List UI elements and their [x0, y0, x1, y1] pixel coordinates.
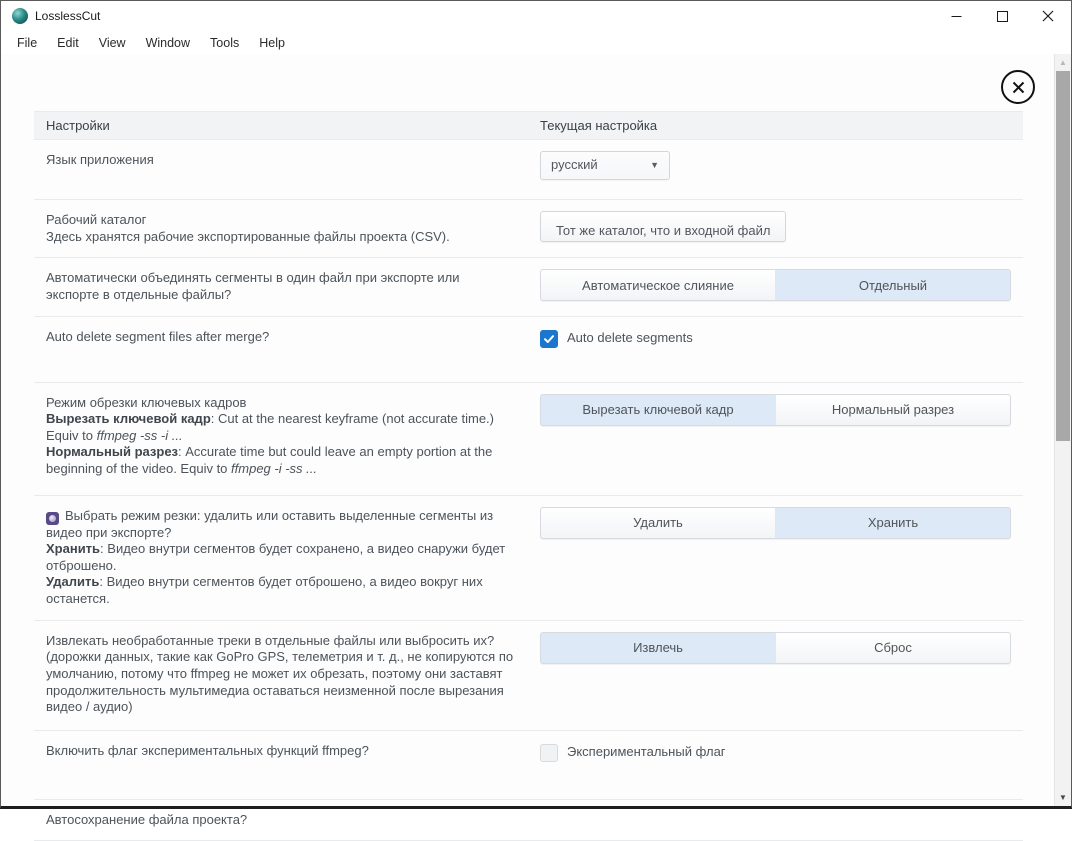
minimize-icon — [951, 11, 962, 22]
menu-bar — [1, 31, 1071, 54]
close-icon — [1042, 10, 1054, 22]
menu-edit[interactable]: Edit — [57, 35, 79, 50]
settings-table — [34, 111, 1023, 841]
title-bar — [1, 1, 1071, 31]
setting-row-experimental-flag — [34, 730, 1023, 799]
cut-mode-icon — [46, 512, 59, 525]
column-header-settings: Настройки — [34, 112, 528, 140]
setting-row-extract-tracks — [34, 620, 1023, 730]
app-icon — [12, 8, 28, 24]
experimental-flag-checkbox[interactable] — [540, 744, 558, 762]
extract-tracks-segmented — [540, 632, 1011, 664]
discard-option[interactable]: Сброс — [775, 632, 1011, 664]
auto-delete-checkbox[interactable] — [540, 330, 558, 348]
experimental-flag-checkbox-label: Экспериментальный флаг — [567, 744, 726, 760]
close-settings-button[interactable] — [1001, 70, 1035, 104]
scrollbar[interactable] — [1054, 54, 1071, 806]
auto-merge-segmented — [540, 269, 1011, 301]
maximize-icon — [997, 11, 1008, 22]
keyframe-cut-segmented — [540, 394, 1011, 426]
setting-label: Язык приложения — [34, 140, 528, 200]
keyframe-cut-option[interactable]: Вырезать ключевой кадр — [540, 394, 775, 426]
setting-row-language — [34, 140, 1023, 200]
setting-label: Извлекать необработанные треки в отдельные файлы или выбросить их? — [46, 632, 495, 648]
setting-label: Auto delete segment files after merge? — [34, 316, 528, 382]
auto-merge-option-separate[interactable]: Отдельный — [775, 269, 1011, 301]
setting-desc-remove: Удалить: Видео внутри сегментов будет отброшено, а видео вокруг них останется. — [46, 574, 483, 606]
setting-row-keyframe-cut — [34, 382, 1023, 495]
setting-row-auto-delete — [34, 316, 1023, 382]
column-header-current: Текущая настройка — [528, 112, 1023, 140]
checkmark-icon — [543, 333, 555, 345]
maximize-button[interactable] — [979, 1, 1025, 31]
setting-sublabel: Здесь хранятся рабочие экспортированные файлы проекта (CSV). — [46, 228, 450, 244]
auto-merge-option-merge[interactable]: Автоматическое слияние — [540, 269, 775, 301]
cut-mode-segmented — [540, 507, 1011, 539]
table-header-row — [34, 112, 1023, 140]
setting-desc-normal: Нормальный разрез: Accurate time but could leave an empty portion at the beginning of the video. Equiv to ffmpeg -i -ss ... — [46, 444, 493, 476]
setting-label: Автосохранение файла проекта? — [34, 799, 528, 841]
window-title: LosslessCut — [35, 9, 101, 23]
setting-label-with-icon: Выбрать режим резки: удалить или оставить выделенные сегменты из видео при экспорте? — [46, 507, 494, 540]
setting-label: Автоматически объединять сегменты в один файл при экспорте или экспорте в отдельные файлы? — [34, 258, 528, 316]
cut-mode-option-remove[interactable]: Удалить — [540, 507, 775, 539]
auto-delete-checkbox-label: Auto delete segments — [567, 330, 693, 346]
menu-view[interactable]: View — [98, 35, 126, 50]
settings-page — [1, 54, 1054, 827]
setting-label: Включить флаг экспериментальных функций ffmpeg? — [34, 730, 528, 799]
extract-option[interactable]: Извлечь — [540, 632, 775, 664]
minimize-button[interactable] — [933, 1, 979, 31]
setting-row-working-dir — [34, 200, 1023, 258]
close-settings-icon — [1011, 80, 1026, 95]
setting-desc-keep: Хранить: Видео внутри сегментов будет сохранено, а видео снаружи будет отброшено. — [46, 541, 506, 573]
menu-window[interactable]: Window — [145, 35, 191, 50]
chevron-down-icon: ▼ — [650, 159, 659, 170]
setting-row-cut-mode — [34, 495, 1023, 620]
menu-help[interactable]: Help — [259, 35, 285, 50]
scroll-down-icon[interactable]: ▼ — [1059, 793, 1067, 802]
menu-file[interactable]: File — [17, 35, 38, 50]
language-select[interactable] — [540, 151, 670, 180]
setting-desc-keyframe: Вырезать ключевой кадр: Cut at the nearest keyframe (not accurate time.) Equiv to ffmpeg -ss -i ... — [46, 411, 494, 443]
normal-cut-option[interactable]: Нормальный разрез — [775, 394, 1011, 426]
cut-mode-option-keep[interactable]: Хранить — [775, 507, 1011, 539]
setting-label: Режим обрезки ключевых кадров — [46, 394, 247, 410]
scroll-thumb[interactable] — [1056, 71, 1070, 441]
scroll-up-icon[interactable]: ▲ — [1059, 58, 1067, 67]
setting-detail: (дорожки данных, такие как GoPro GPS, телеметрия и т. д., не копируются по умолчанию, потому что ffmpeg не может их обрезать, поэтому они заставят продолжительность мультимедиа оставаться неизменной после вырезания видео / аудио) — [46, 649, 514, 715]
setting-row-auto-merge — [34, 258, 1023, 316]
working-dir-button[interactable]: Тот же каталог, что и входной файл — [540, 211, 786, 242]
language-select-value: русский — [551, 157, 598, 173]
setting-row-autosave — [34, 799, 1023, 841]
setting-label: Рабочий каталог — [46, 212, 147, 227]
menu-tools[interactable]: Tools — [210, 35, 240, 50]
close-window-button[interactable] — [1025, 1, 1071, 31]
